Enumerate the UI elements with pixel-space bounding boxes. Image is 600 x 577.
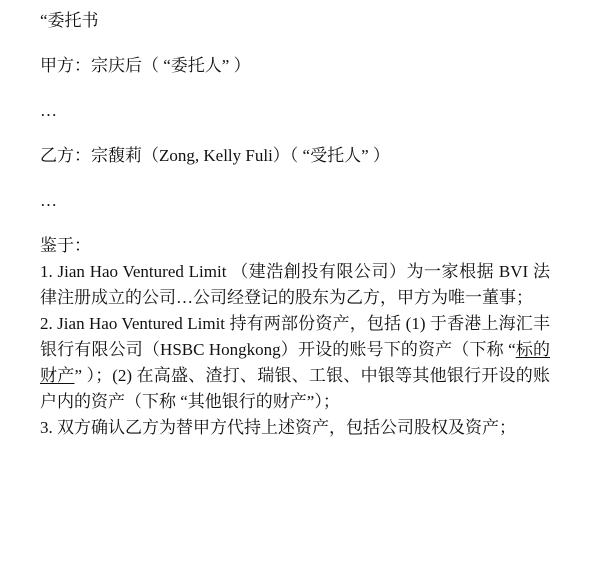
clause-2 (40, 311, 550, 415)
ellipsis-1: … (40, 101, 58, 120)
document-title: “委托书 (40, 11, 99, 30)
subject-property-term: 标的财产 (40, 340, 551, 385)
clause-3: 3. 双方确认乙方为替甲方代持上述资产，包括公司股权及资产； (40, 418, 516, 437)
party-b-line: 乙方：宗馥莉（Zong, Kelly Fuli）（ “受托人” ） (40, 146, 390, 165)
ellipsis-2: … (40, 191, 58, 210)
clause-2-text-before: 2. Jian Hao Ventured Limit 持有两部份资产，包括 (1) 于香港上海汇丰银行有限公司（HSBC Hongkong）开设的账号下的资产（下称 “ (40, 314, 550, 359)
clause-2-text-after: ” ）；(2) 在高盛、渣打、瑞银、工银、中银等其他银行开设的账户内的资产（下称 “其他银行的财产”）； (40, 366, 551, 411)
party-a-line: 甲方：宗庆后（ “委托人” ） (40, 56, 251, 75)
clause-1: 1. Jian Hao Ventured Limit （建浩創投有限公司）为一家根据 BVI 法律注册成立的公司…公司经登记的股东为乙方，甲方为唯一董事； (40, 262, 550, 307)
whereas-heading: 鉴于： (40, 236, 91, 255)
entrustment-document (40, 8, 550, 441)
